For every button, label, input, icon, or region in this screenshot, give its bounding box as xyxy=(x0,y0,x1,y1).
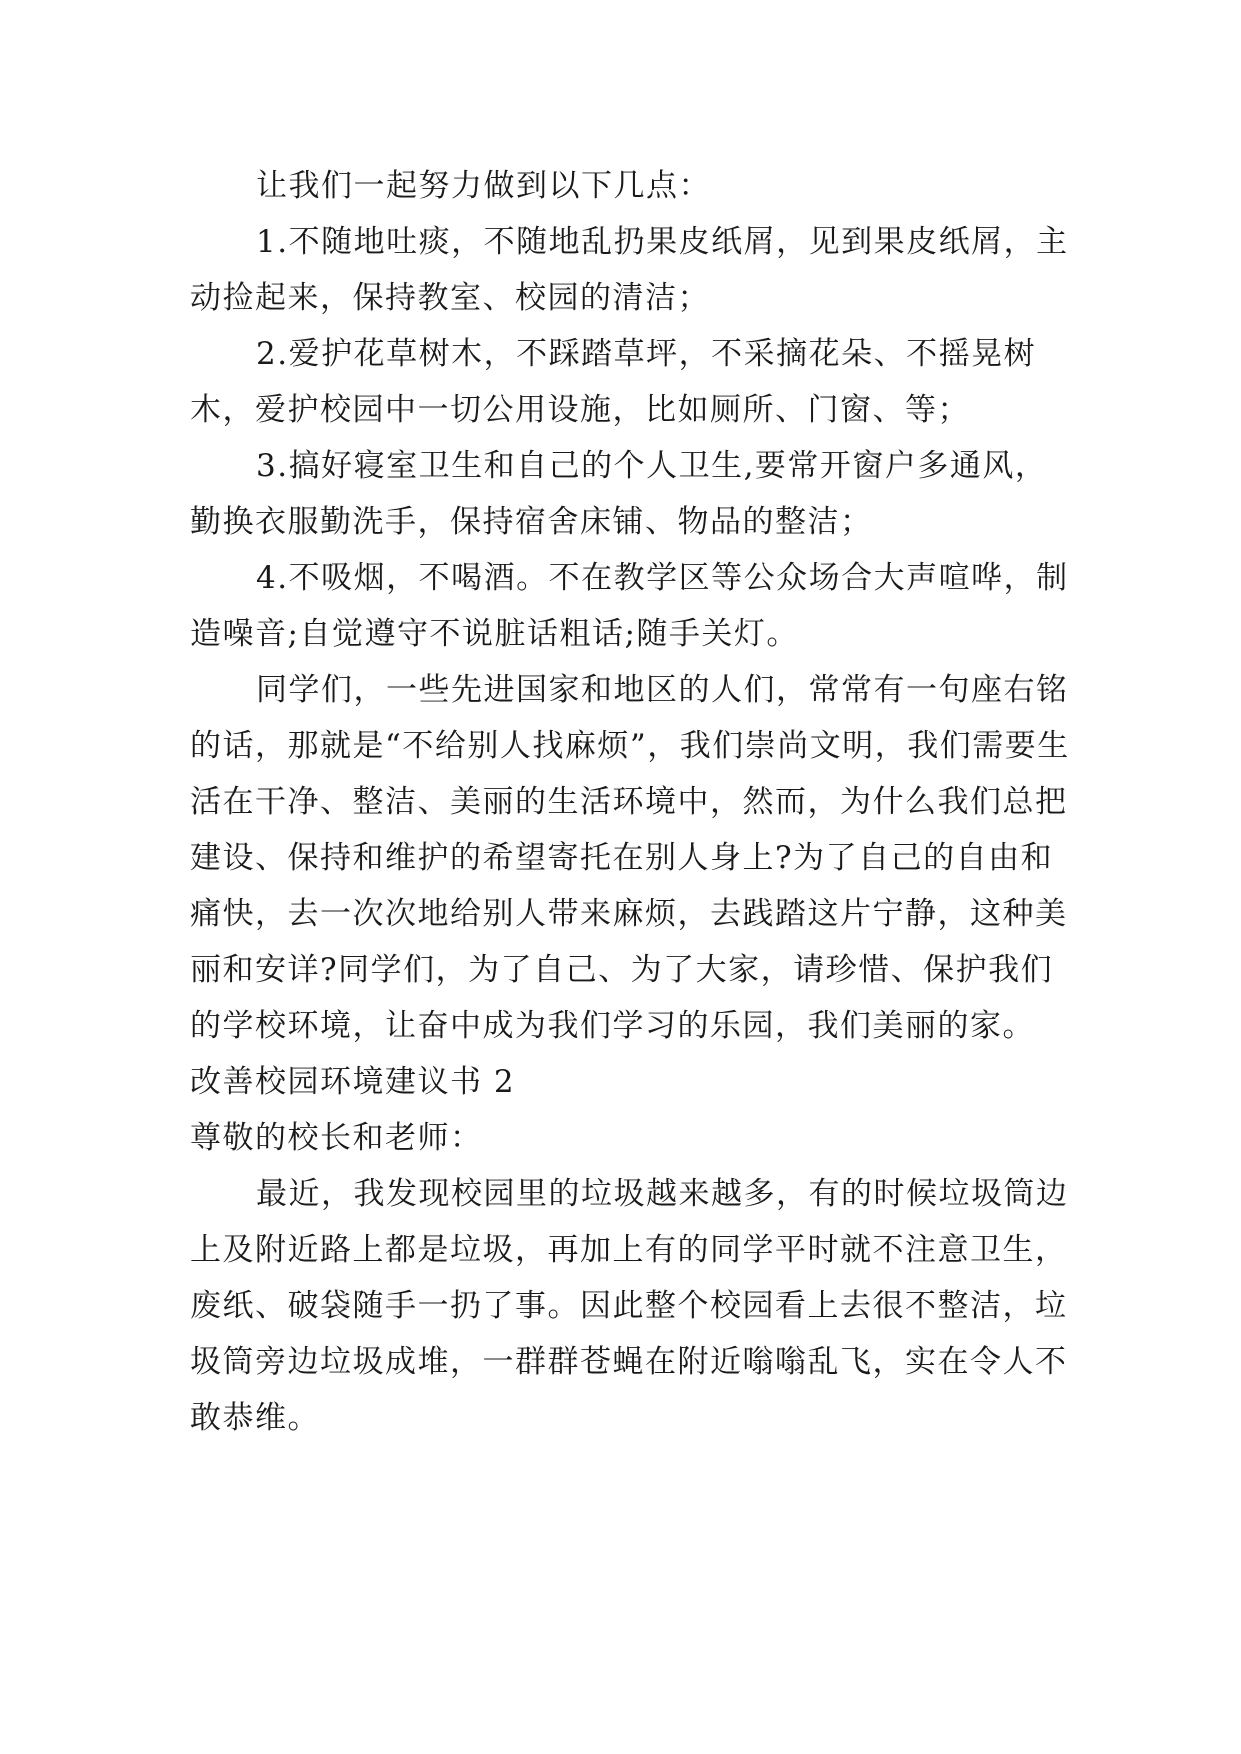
list-item-3: 3.搞好寝室卫生和自己的个人卫生,要常开窗户多通风，勤换衣服勤洗手，保持宿舍床铺、物品的整洁； xyxy=(190,448,1048,540)
list-item-2: 2.爱护花草树木，不踩踏草坪，不采摘花朵、不摇晃树木，爱护校园中一切公用设施，比如厕所、门窗、等； xyxy=(190,336,1037,428)
closing-paragraph: 同学们，一些先进国家和地区的人们，常常有一句座右铭的话，那就是“不给别人找麻烦”，我们崇尚文明，我们需要生活在干净、整洁、美丽的生活环境中，然而，为什么我们总把建设、保持和维护的希望寄托在别人身上?为了自己的自由和痛快，去一次次地给别人带来麻烦，去践踏这片宁静，这种美丽和安详?同学们，为了自己、为了大家，请珍惜、保护我们的学校环境，让奋中成为我们学习的乐园，我们美丽的家。 xyxy=(190,672,1070,1044)
section-title: 改善校园环境建议书 2 xyxy=(190,1064,516,1100)
document-body xyxy=(190,158,1070,1446)
list-item-4: 4.不吸烟，不喝酒。不在教学区等公众场合大声喧哗，制造噪音;自觉遵守不说脏话粗话;随手关灯。 xyxy=(190,560,1069,652)
salutation: 尊敬的校长和老师： xyxy=(190,1120,483,1156)
body-paragraph: 最近，我发现校园里的垃圾越来越多，有的时候垃圾筒边上及附近路上都是垃圾，再加上有的同学平时就不注意卫生，废纸、破袋随手一扔了事。因此整个校园看上去很不整洁，垃圾筒旁边垃圾成堆，一群群苍蝇在附近嗡嗡乱飞，实在令人不敢恭维。 xyxy=(190,1176,1069,1436)
list-item-1: 1.不随地吐痰，不随地乱扔果皮纸屑，见到果皮纸屑，主动捡起来，保持教室、校园的清洁； xyxy=(190,224,1069,316)
intro-paragraph: 让我们一起努力做到以下几点： xyxy=(256,168,711,204)
